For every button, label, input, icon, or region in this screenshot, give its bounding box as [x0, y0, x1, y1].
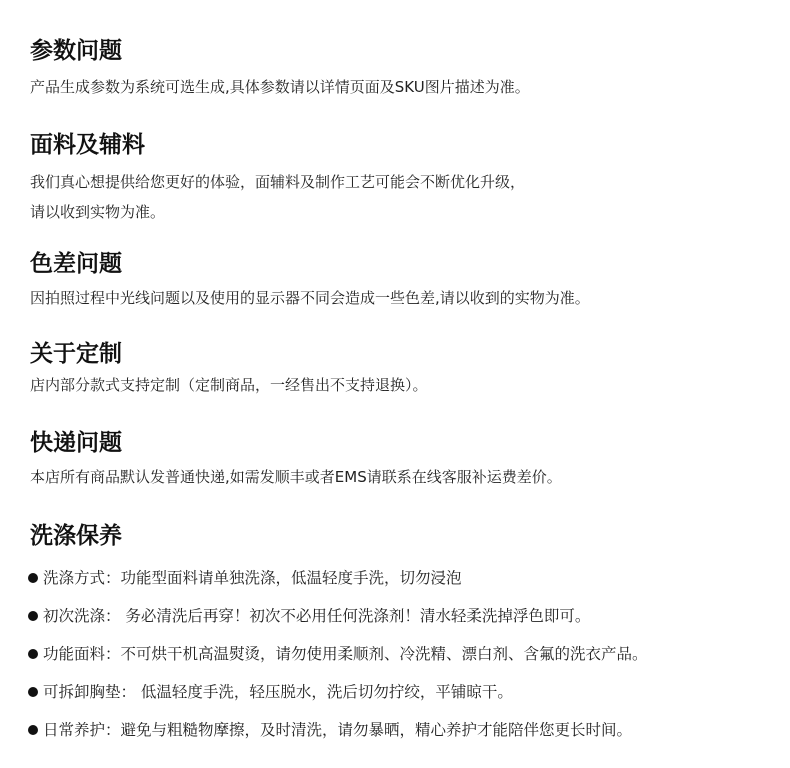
bullet-dot-icon	[28, 687, 38, 697]
list-item-text: 可拆卸胸垫： 低温轻度手洗，轻压脱水，洗后切勿拧绞，平铺晾干。	[43, 683, 513, 701]
bullet-dot-icon	[28, 611, 38, 621]
express-heading: 快递问题	[30, 430, 122, 456]
color-section	[30, 249, 770, 311]
list-item	[28, 603, 780, 641]
fabric-text-line-1: 我们真心想提供给您更好的体验，面辅料及制作工艺可能会不断优化升级，	[30, 173, 526, 191]
color-text: 因拍照过程中光线问题以及使用的显示器不同会造成一些色差,请以收到的实物为准。	[30, 289, 590, 307]
params-section	[30, 36, 770, 100]
fabric-text-line-2: 请以收到实物为准。	[30, 203, 166, 221]
custom-heading: 关于定制	[30, 341, 122, 367]
color-heading: 色差问题	[30, 251, 122, 277]
list-item-text: 功能面料：不可烘干机高温熨烫，请勿使用柔顺剂、冷洗精、漂白剂、含氟的洗衣产品。	[43, 645, 648, 663]
list-item-text: 初次洗涤： 务必清洗后再穿！初次不必用任何洗涤剂！清水轻柔洗掉浮色即可。	[43, 607, 591, 625]
fabric-section	[30, 130, 770, 225]
wash-section	[30, 521, 770, 551]
fabric-heading: 面料及辅料	[30, 132, 145, 158]
express-section	[30, 428, 770, 490]
bullet-dot-icon	[28, 725, 38, 735]
params-text: 产品生成参数为系统可选生成,具体参数请以详情页面及SKU图片描述为准。	[30, 78, 530, 96]
bullet-dot-icon	[28, 573, 38, 583]
wash-care-list	[28, 565, 780, 755]
custom-text: 店内部分款式支持定制（定制商品，一经售出不支持退换）。	[30, 376, 428, 394]
custom-section	[30, 339, 770, 398]
list-item-text: 日常养护：避免与粗糙物摩擦，及时清洗，请勿暴晒，精心养护才能陪伴您更长时间。	[43, 721, 633, 739]
list-item	[28, 717, 780, 755]
bullet-dot-icon	[28, 649, 38, 659]
list-item	[28, 679, 780, 717]
wash-heading: 洗涤保养	[30, 523, 122, 549]
list-item	[28, 565, 780, 603]
list-item-text: 洗涤方式：功能型面料请单独洗涤，低温轻度手洗，切勿浸泡	[43, 569, 462, 587]
list-item	[28, 641, 780, 679]
express-text: 本店所有商品默认发普通快递,如需发顺丰或者EMS请联系在线客服补运费差价。	[30, 468, 562, 486]
params-heading: 参数问题	[30, 38, 122, 64]
